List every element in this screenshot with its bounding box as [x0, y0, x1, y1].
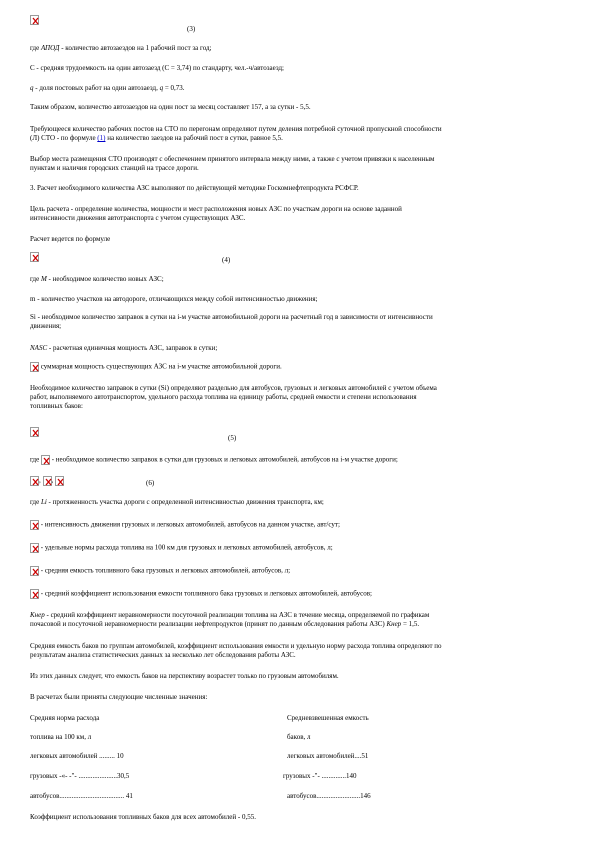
formula-5-row [30, 427, 39, 437]
col-a-header-2: топлива на 100 км, л [30, 733, 92, 741]
conclusion-text: Из этих данных следует, что емкость баков на перспективу возрастет только по грузовым автомобилям. [30, 672, 339, 680]
selection-line-2: пунктам и наличия городских станций на трассе дороги. [30, 164, 199, 172]
selection-line-1: Выбор места размещения СТО производят с обеспечением принятого интервала между ними, а также с учетом привязки к населенным [30, 155, 435, 163]
broken-image-icon [30, 476, 39, 486]
definition-nasc: NАSC - расчетная единичная мощность АЗС, заправок в сутки; [30, 344, 218, 352]
capacity-cars: легковых автомобилей....51 [287, 752, 369, 760]
norm-trucks: грузовых -«- -"- ......................30,5 [30, 772, 130, 780]
need-line-1: Необходимое количество заправок в сутки (Si) определяют раздельно для автобусов, грузовых и легковых автомобилей с учетом объема [30, 384, 437, 392]
required-posts-line-1: Требующееся количество рабочих постов на СТО по перегонам определяют путем деления потребной суточной пропускной способности [30, 125, 442, 133]
norm-buses: автобусов..................................... 41 [30, 792, 133, 800]
definition-intensity: - интенсивность движения грузовых и легковых автомобилей, автобусов на данном участке, авт/сут; [30, 520, 340, 530]
goal-line-1: Цель расчета - определение количества, мощности и мест расположения новых АЗС по участкам дороги на основе заданной [30, 205, 402, 213]
formula-3-row [30, 15, 39, 25]
capacity-buses: автобусов.........................146 [287, 792, 371, 800]
required-posts-line-2: (Л) СТО - по формуле (1) на количество заездов на рабочий пост в сутки, равное 5,5. [30, 134, 283, 142]
definition-m: где М - необходимое количество новых АЗС; [30, 275, 164, 283]
broken-image-icon [30, 362, 39, 372]
norm-cars: легковых автомобилей ......... 10 [30, 752, 124, 760]
formula-4-row [30, 252, 39, 262]
equation-number-6: (6) [146, 479, 155, 487]
equation-number-5: (5) [228, 434, 237, 442]
definition-usage-coef: - средний коэффициент использования емкости топливного бака грузовых и легковых автомобилей, автобусов; [30, 589, 372, 599]
definition-c: С - средняя трудоемкость на один автозаезд (С = 3,74) по стандарту, чел.-ч/автозаезд; [30, 64, 284, 72]
calc-intro: Расчет ведется по формуле [30, 235, 111, 243]
goal-line-2: интенсивности движения автотранспорта с учетом существующих АЗС. [30, 214, 246, 222]
definition-si-line-1: Si - необходимое количество заправок в сутки на i-м участке автомобильной дороги на расчетный год в зависимости от интенсивности [30, 313, 433, 321]
kner-line-1: Кнер - средний коэффициент неравномерности посуточной реализации топлива на АЗС в течение месяца, определяемой по графикам [30, 611, 430, 619]
col-a-header-1: Средняя норма расхода [30, 714, 100, 722]
total-visits-text: Таким образом, количество автозаездов на один пост за месяц составляет 157, а за сутки - 5,5. [30, 103, 311, 111]
broken-image-icon [43, 476, 52, 486]
definition-napd: где АПОД - количество автозаездов на 1 рабочий пост за год; [30, 44, 212, 52]
definition-n: m - количество участков на автодороге, отличающихся между собой интенсивностью движения; [30, 295, 318, 303]
broken-image-icon [30, 589, 39, 599]
equation-number-3: (3) [187, 25, 196, 33]
avg-capacity-line-1: Средняя емкость баков по группам автомобилей, коэффициент использования емкости и удельную норму расхода топлива определяют по [30, 642, 442, 650]
broken-image-icon [30, 543, 39, 553]
definition-tank-capacity: - средняя емкость топливного бака грузовых и легковых автомобилей, автобусов, л; [30, 566, 290, 576]
capacity-trucks: грузовых -"- ..............140 [283, 772, 357, 780]
definition-norms: - удельные нормы расхода топлива на 100 км для грузовых и легковых автомобилей, автобусов, л; [30, 543, 333, 553]
fuel-tank-coef: Коэффициент использования топливных баков для всех автомобилей - 0,55. [30, 813, 256, 821]
formula-6-row: , , [30, 476, 64, 486]
broken-image-icon [30, 15, 39, 25]
need-line-3: топливных баков: [30, 402, 83, 410]
avg-capacity-line-2: результатам анализа статистических данных за несколько лет обследования работы АЗС. [30, 651, 296, 659]
definition-sum-capacity: суммарная мощность существующих АЗС на i-м участке автомобильной дороги. [30, 362, 282, 372]
definition-si-where: где - необходимое количество заправок в сутки для грузовых и легковых автомобилей, автобусов на i-м участке дороги; [30, 455, 398, 464]
broken-image-icon [30, 252, 39, 262]
broken-image-icon [30, 427, 39, 437]
col-b-header-1: Средневзвешенная емкость [287, 714, 369, 722]
formula-1-link[interactable]: (1) [97, 134, 106, 142]
equation-number-4: (4) [222, 256, 231, 264]
need-line-2: работ, выполняемого автотранспортом, удельного расхода топлива на единицу работы, средней емкости и степени использования [30, 393, 417, 401]
broken-image-icon [30, 566, 39, 576]
definition-si-line-2: движения; [30, 322, 62, 330]
definition-li: где Li - протяженность участка дороги с определенной интенсивностью движения транспорта, км; [30, 498, 324, 506]
broken-image-icon [41, 455, 50, 465]
definition-q: q - доля постовых работ на один автозаезд, q = 0,73. [30, 84, 185, 92]
section-3-heading: 3. Расчет необходимого количества АЗС выполняют по действующей методике Госкомнефтепродукта РСФСР. [30, 184, 359, 192]
accepted-values-heading: В расчетах были приняты следующие численные значения: [30, 693, 208, 701]
broken-image-icon [55, 476, 64, 486]
kner-line-2: почасовой и посуточной неравномерности реализации нефтепродуктов (принят по данным обследования работы АЗС) Кнер = 1,5. [30, 620, 420, 628]
col-b-header-2: баков, л [287, 733, 311, 741]
broken-image-icon [30, 520, 39, 530]
